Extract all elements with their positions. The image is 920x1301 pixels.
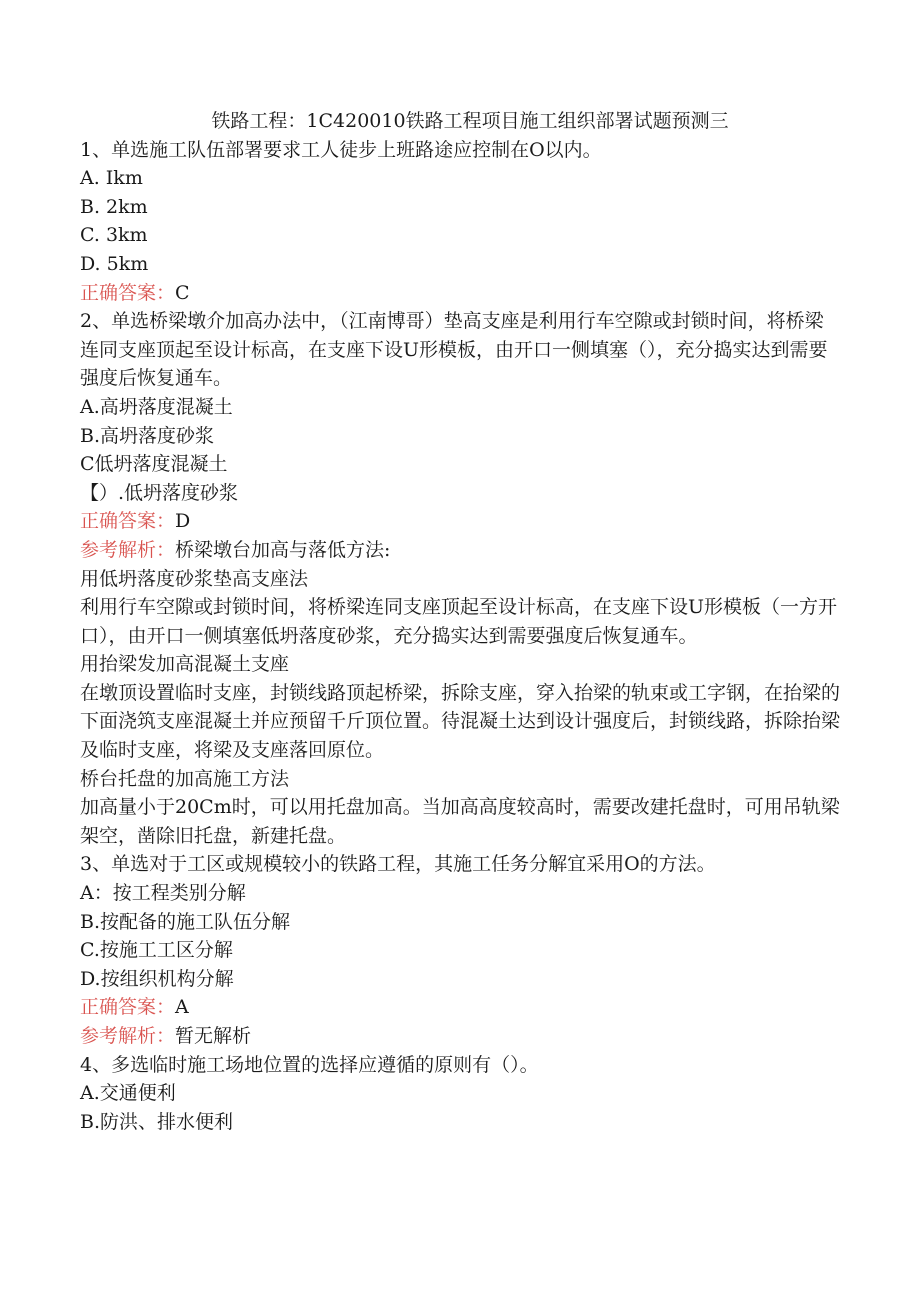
analysis-paragraph: 加高量小于20Cm时，可以用托盘加高。当加高高度较高时，需要改建托盘时，可用吊轨梁架空，凿除旧托盘，新建托盘。 <box>80 796 840 847</box>
question-2-option-a: A.高坍落度混凝土 <box>80 395 233 418</box>
question-3-answer <box>80 993 840 1022</box>
question-2-answer <box>80 507 840 536</box>
answer-label: 正确答案： <box>80 281 176 304</box>
answer-label: 正确答案： <box>80 996 176 1019</box>
answer-value: A <box>175 996 189 1019</box>
question-4-option-a: A.交通便利 <box>80 1082 176 1105</box>
analysis-label: 参考解析： <box>80 1025 176 1047</box>
question-3-option-c: C.按施工工区分解 <box>80 939 233 962</box>
question-3-option-d: D.按组织机构分解 <box>80 967 234 990</box>
question-3-option-a: A：按工程类别分解 <box>80 882 246 905</box>
question-1-answer <box>80 279 840 308</box>
document-title: 铁路工程：1C420010铁路工程项目施工组织部署试题预测三 <box>211 110 729 132</box>
question-2-option-c: C低坍落度混凝土 <box>80 453 228 476</box>
question-1-option-a: A. Ikm <box>80 167 143 190</box>
analysis-paragraph: 在墩顶设置临时支座，封锁线路顶起桥梁，拆除支座，穿入抬梁的轨束或工字钢，在抬梁的下面浇筑支座混凝土并应预留千斤顶位置。待混凝土达到设计强度后，封锁线路，拆除抬梁及临时支座，将梁及支座落回原位。 <box>80 681 841 762</box>
analysis-intro: 桥梁墩台加高与落低方法: <box>175 538 391 561</box>
document-page <box>80 107 840 1136</box>
question-4-stem: 4、多选临时施工场地位置的选择应遵循的原则有（）。 <box>80 1053 539 1076</box>
question-1-stem: 1、单选施工队伍部署要求工人徒步上班路途应控制在O以内。 <box>80 138 602 161</box>
analysis-heading: 用抬梁发加高混凝土支座 <box>80 653 290 676</box>
analysis-heading: 用低坍落度砂浆垫高支座法 <box>80 567 309 590</box>
analysis-paragraph: 利用行车空隙或封锁时间，将桥梁连同支座顶起至设计标高，在支座下设U形模板（一方开口），由开口一侧填塞低坍落度砂浆，充分捣实达到需要强度后恢复通车。 <box>80 596 838 647</box>
question-2-stem: 2、单选桥梁墩介加高办法中，（江南博哥）垫高支座是利用行车空隙或封锁时间，将桥梁连同支座顶起至设计标高，在支座下设U形模板，由开口一侧填塞（），充分捣实达到需要强度后恢复通车。 <box>80 310 828 390</box>
question-1-option-d: D. 5km <box>80 252 149 275</box>
question-1-option-c: C. 3km <box>80 224 148 247</box>
question-2-option-d: 【）.低坍落度砂浆 <box>80 481 239 504</box>
question-3-stem: 3、单选对于工区或规模较小的铁路工程，其施工任务分解宜采用O的方法。 <box>80 853 716 876</box>
analysis-heading: 桥台托盘的加高施工方法 <box>80 767 290 790</box>
question-3-option-b: B.按配备的施工队伍分解 <box>80 910 291 933</box>
question-2-analysis <box>80 536 840 565</box>
question-2-option-b: B.高坍落度砂浆 <box>80 424 215 447</box>
answer-value: D <box>175 510 191 533</box>
question-1-option-b: B. 2km <box>80 195 148 218</box>
answer-label: 正确答案： <box>80 510 176 533</box>
analysis-label: 参考解析： <box>80 538 176 561</box>
analysis-text: 暂无解析 <box>175 1025 252 1047</box>
question-3-analysis <box>80 1022 840 1051</box>
answer-value: C <box>175 281 190 304</box>
question-4-option-b: B.防洪、排水便利 <box>80 1110 234 1133</box>
